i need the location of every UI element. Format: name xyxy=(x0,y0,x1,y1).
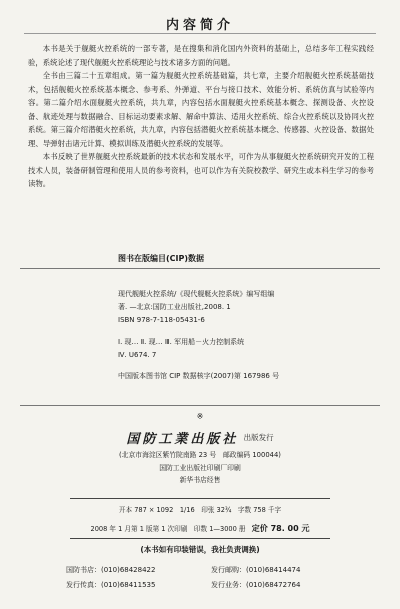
contact-table xyxy=(66,563,356,593)
distributor-name: 新华书店经售 xyxy=(179,476,221,484)
contact-business: 发行业务：(010)68472764 xyxy=(211,581,301,589)
format-specs: 开本 787 × 1092 1/16 印张 32¾ 字数 758 千字 xyxy=(118,506,282,514)
summary-paragraph-2: 全书由三篇二十五章组成。第一篇为舰艇火控系统基础篇，共七章，主要介绍舰艇火控系统基础技术，包括舰艇火控系统基本概念、参考系、外弹道、平台与接口技术、效能分析、系统仿真与试验等内容。第二篇介绍水面舰艇火控系统，共九章，内容包括水面舰艇火控系统基本概念、探测设备、火控设备、航迹处理与数据融合、目标运动要素求解、解命中算法、适用火控系统、综合火控系统以及协同火控系统。第三篇介绍潜艇火控系统，共九章，内容包括潜艇火控系统基本概念、传感器、火控设备、数据处理、导弹射击诸元计算、模拟训练及潜艇火控系统的发展等。 xyxy=(28,71,374,148)
publisher-suffix: 出版发行 xyxy=(243,433,274,442)
publisher-details xyxy=(0,449,400,487)
return-notice: (本书如有印装错误，我社负责调换) xyxy=(140,545,260,554)
publisher-logo: 国防工業出版社 xyxy=(126,432,239,447)
printer-name: 国防工业出版社印刷厂印刷 xyxy=(159,463,241,472)
cip-line: 现代舰艇火控系统/《现代舰艇火控系统》编写组编 xyxy=(118,290,275,298)
contact-bookstore: 国防书店：(010)68428422 xyxy=(66,566,156,574)
cip-line: 著. —北京:国防工业出版社,2008. 1 xyxy=(118,303,231,312)
cip-library-number: 中国版本图书馆 CIP 数据核字(2007)第 167986 号 xyxy=(118,372,280,381)
summary-paragraph-3: 本书反映了世界舰艇火控系统最新的技术状态和发展水平，可作为从事舰艇火控系统研究开发的工程技术人员，装备研制管理和使用人员的参考资料，也可以作为有关院校教学、研究生或本科生学习的参考读物。 xyxy=(28,152,374,188)
cip-line: Ⅰ. 现… Ⅱ. 现… Ⅲ. 军用船－火力控制系统 xyxy=(118,337,245,346)
edition-info: 2008 年 1 月第 1 版第 1 次印刷 印数 1—3000 册 xyxy=(90,525,246,533)
cip-line: ISBN 978-7-118-05431-6 xyxy=(118,316,205,325)
page-title: 内容简介 xyxy=(165,18,234,33)
summary-paragraph-1: 本书是关于舰艇火控系统的一部专著，是在搜集和消化国内外资料的基础上，总结多年工程实践经验，系统论述了现代舰艇火控系统理论与技术诸多方面的问题。 xyxy=(28,44,374,67)
contact-mail-order: 发行邮购：(010)68414474 xyxy=(211,566,301,574)
cip-record xyxy=(118,288,358,383)
title-divider xyxy=(24,33,376,34)
cip-heading: 图书在版编目(CIP)数据 xyxy=(118,254,205,263)
content-summary xyxy=(28,42,374,191)
publisher-block xyxy=(0,428,400,447)
contact-fax: 发行传真：(010)68411535 xyxy=(66,581,156,589)
spec-top-divider xyxy=(70,498,330,499)
cip-bottom-divider xyxy=(20,405,380,406)
edition-line xyxy=(0,523,400,534)
cip-divider xyxy=(20,268,380,269)
separator-mark: ※ xyxy=(196,412,204,421)
cip-line: Ⅳ. U674. 7 xyxy=(118,350,157,359)
publisher-address: (北京市海淀区紫竹院南路 23 号 邮政编码 100044) xyxy=(119,451,281,459)
price: 定价 78. 00 元 xyxy=(251,524,310,533)
spec-bottom-divider xyxy=(70,538,330,539)
